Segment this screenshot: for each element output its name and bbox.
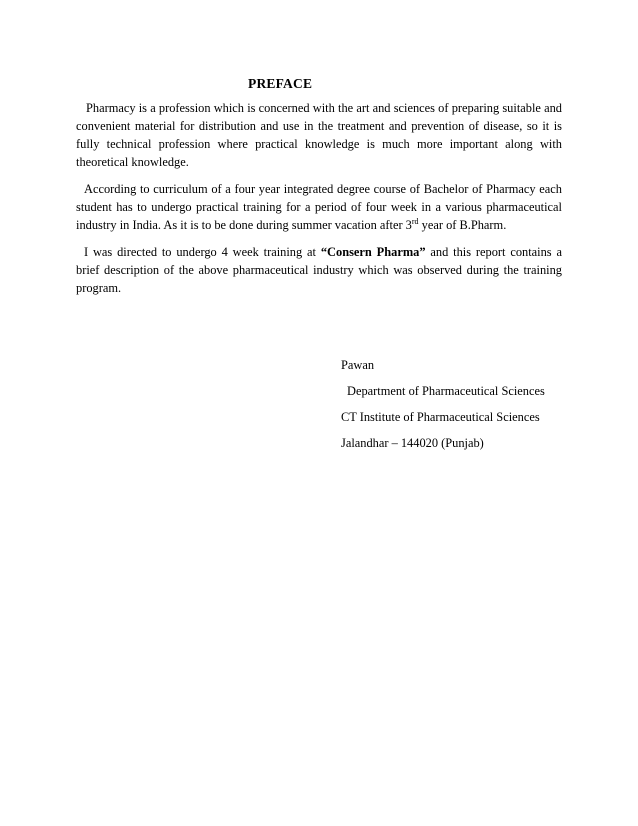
preface-paragraph-2 — [76, 180, 562, 234]
page-title: PREFACE — [248, 76, 313, 91]
signature-institute: CT Institute of Pharmaceutical Sciences — [341, 410, 540, 424]
signature-address: Jalandhar – 144020 (Punjab) — [341, 436, 484, 450]
signature-department: Department of Pharmaceutical Sciences — [347, 384, 545, 398]
preface-paragraph-1 — [76, 99, 562, 171]
paragraph-1-text: Pharmacy is a profession which is concerned with the art and sciences of preparing suitable and convenient material for distribution and use in the treatment and prevention of disease, so it is fully technical profession where practical knowledge is much more important along with theoretical knowledge. — [76, 101, 562, 169]
paragraph-3-text-end: and this report contains a brief description of the above pharmaceutical industry which was observed during the training program. — [76, 245, 562, 295]
preface-paragraph-3 — [76, 243, 562, 297]
paragraph-2-text-end: year of B.Pharm. — [418, 218, 507, 232]
paragraph-3-text: I was directed to undergo 4 week training at — [84, 245, 321, 259]
ordinal-superscript: rd — [411, 217, 419, 226]
company-name: “Consern Pharma” — [320, 245, 426, 259]
paragraph-2-text: According to curriculum of a four year integrated degree course of Bachelor of Pharmacy each student has to undergo practical training for a period of four week in a various pharmaceutical industry in India. As it is to be done during summer vacation after 3 — [76, 182, 562, 232]
signature-name: Pawan — [341, 358, 375, 372]
